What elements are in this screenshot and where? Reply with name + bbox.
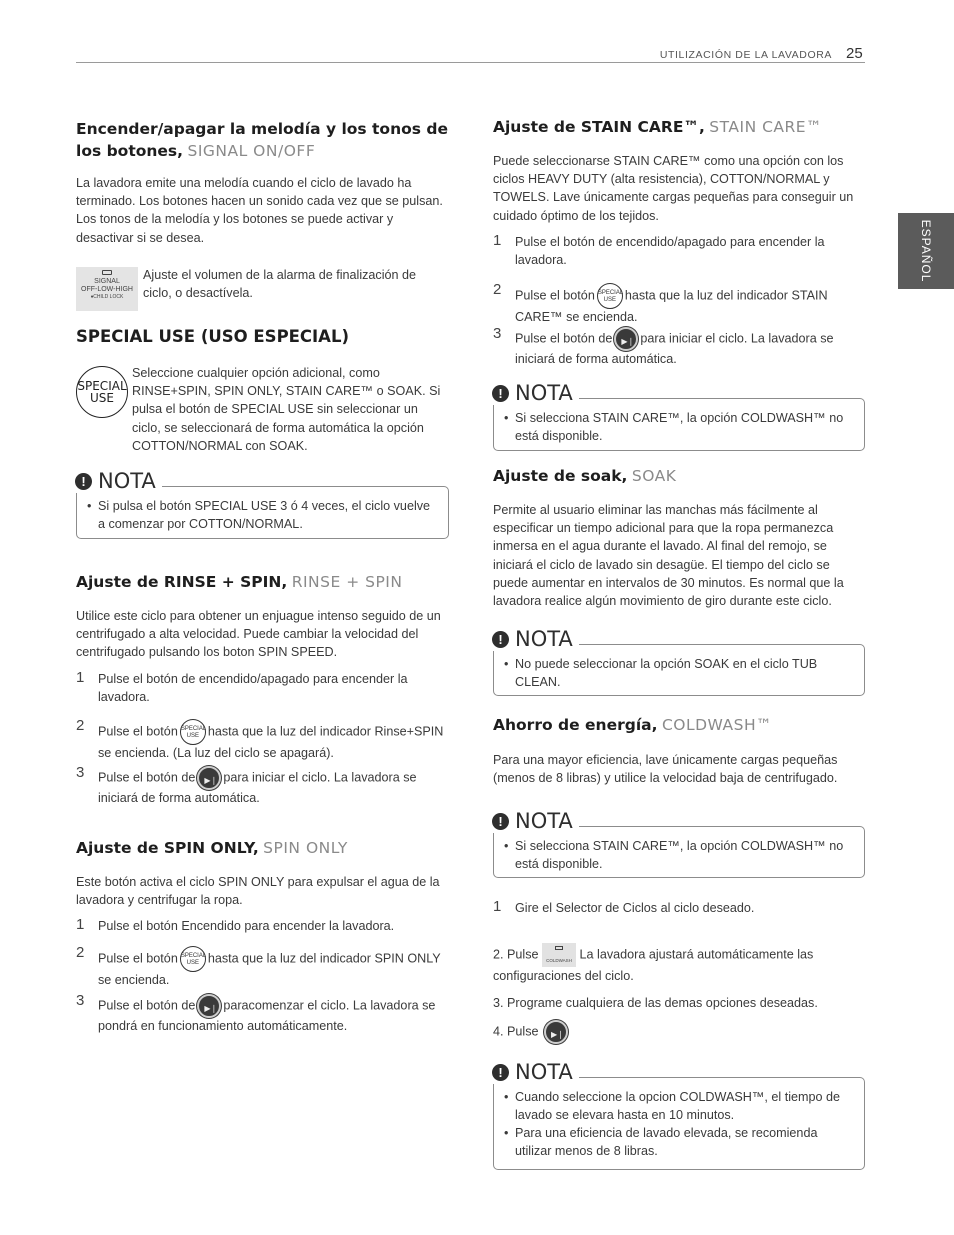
step-number: 1: [493, 898, 502, 915]
note-item: • Si pulsa el botón SPECIAL USE 3 ó 4 veces, el ciclo vuelve a comenzar por COTTON/NORMAL.: [87, 497, 434, 533]
spin-step-2: [76, 946, 448, 990]
step-text-cont: hasta que la luz del indicador SPIN ONLY se encienda.: [98, 951, 441, 987]
signal-button-image: [76, 267, 138, 311]
step-text: Gire el Selector de Ciclos al ciclo deseado.: [515, 901, 755, 915]
spin-step-1: [76, 918, 448, 936]
stain-care-title: [493, 116, 822, 138]
step-number: 1: [76, 916, 85, 933]
note-heading: [490, 381, 579, 405]
note-heading: [490, 627, 579, 651]
note-item: • No puede seleccionar la opción SOAK en el ciclo TUB CLEAN.: [504, 655, 850, 691]
stain-care-title-accent: STAIN CARE™: [709, 118, 823, 136]
note-item: • Para una eficiencia de lavado elevada, se recomienda utilizar menos de 8 libras.: [504, 1124, 850, 1160]
step-text-cont: hasta que la luz del indicador Rinse+SPIN se encienda. (La luz del ciclo se apagará).: [98, 724, 444, 760]
soak-title: [493, 465, 676, 487]
step-text: Pulse el botón: [98, 951, 178, 966]
step-text: Pulse el botón de: [98, 998, 196, 1013]
step-text: 4. Pulse: [493, 1024, 539, 1039]
spin-only-title: [76, 837, 348, 859]
coldwash-button-icon: [542, 943, 576, 967]
exclamation-icon: !: [492, 385, 509, 402]
note-item: • Cuando seleccione la opcion COLDWASH™, el tiempo de lavado se elevara hasta en 10 minutos.: [504, 1088, 850, 1124]
step-text-cont: hasta que la luz del indicador STAIN CARE™ se encienda.: [515, 288, 828, 324]
melody-title-accent: SIGNAL ON/OFF: [187, 142, 316, 160]
melody-title: [76, 118, 456, 162]
coldwash-step-1: [493, 900, 865, 918]
step-number: 2: [76, 717, 85, 734]
stain-step-2: [493, 283, 865, 327]
start-pause-icon: [197, 766, 221, 790]
start-pause-icon: [544, 1020, 568, 1044]
step-text: Pulse el botón: [515, 288, 595, 303]
note-heading: [490, 1060, 579, 1084]
coldwash-step-2: [493, 943, 865, 985]
header-divider: [76, 62, 865, 63]
signal-button-dash-icon: [102, 270, 112, 275]
note-title: NOTA: [515, 809, 573, 833]
note-title: NOTA: [515, 1060, 573, 1084]
step-text: Pulse el botón de: [515, 331, 613, 346]
special-use-note: [76, 469, 449, 539]
note-heading: [490, 809, 579, 833]
language-tab: [898, 213, 954, 289]
signal-button-tiny: ♦CHILD LOCK: [90, 294, 124, 300]
rinse-spin-title-accent: RINSE + SPIN: [291, 573, 403, 591]
signal-button-label: SIGNAL: [94, 278, 120, 285]
rinse-spin-title-main: Ajuste de RINSE + SPIN,: [76, 573, 288, 591]
coldwash-button-label: COLDWASH: [546, 958, 572, 963]
exclamation-icon: !: [492, 1064, 509, 1081]
rinse-step-1: [76, 671, 448, 706]
step-text-cont: para iniciar el ciclo. La lavadora se iniciará de forma automática.: [98, 770, 417, 805]
step-text-cont: para iniciar el ciclo. La lavadora se iniciará de forma automática.: [515, 331, 834, 366]
note-title: NOTA: [515, 627, 573, 651]
step-number: 1: [493, 232, 502, 249]
rinse-spin-body: Utilice este ciclo para obtener un enjuague intenso seguido de un centrifugado a alta velocidad. Puede cambiar la velocidad del centrifugado pulsando los boton SPIN SPEED.: [76, 609, 441, 660]
coldwash-body: Para una mayor eficiencia, lave únicamente cargas pequeñas (menos de 8 libras) y utilice la velocidad baja de centrifugado.: [493, 753, 838, 786]
stain-care-title-main: Ajuste de STAIN CARE™,: [493, 118, 705, 136]
exclamation-icon: !: [75, 473, 92, 490]
soak-title-main: Ajuste de soak,: [493, 467, 628, 485]
stain-step-1: [493, 234, 865, 269]
start-pause-icon: [197, 994, 221, 1018]
signal-button-sub: OFF-LOW-HIGH: [81, 286, 133, 293]
coldwash-note: [493, 809, 865, 878]
rinse-step-3: [76, 766, 448, 808]
note-item: • Si selecciona STAIN CARE™, la opción COLDWASH™ no está disponible.: [504, 837, 850, 873]
stain-care-body: Puede seleccionarse STAIN CARE™ como una opción con los ciclos HEAVY DUTY (alta resistencia), COTTON/NORMAL y TOWELS. Lave únicamente cargas pequeñas para conseguir un cuidado óptimo de los tejidos.: [493, 154, 854, 223]
step-text-cont: paracomenzar el ciclo. La lavadora se pondrá en funcionamiento automáticamente.: [98, 998, 436, 1033]
spin-only-body: Este botón activa el ciclo SPIN ONLY para expulsar el agua de la lavadora y centrifugar la ropa.: [76, 875, 440, 908]
coldwash-title-accent: COLDWASH™: [661, 716, 773, 734]
exclamation-icon: !: [492, 813, 509, 830]
coldwash-step-4: [493, 1020, 865, 1044]
special-use-icon-line2: USE: [90, 391, 114, 405]
spin-only-title-main: Ajuste de SPIN ONLY,: [76, 839, 259, 857]
special-use-small-icon: SPECIAL USE: [180, 946, 206, 972]
special-use-icon-line1: SPECIAL: [77, 379, 127, 393]
step-text: Pulse el botón de encendido/apagado para encender la lavadora.: [515, 235, 825, 267]
coldwash-step-3: 3. Programe cualquiera de las demas opciones deseadas.: [493, 996, 818, 1010]
exclamation-icon: !: [492, 631, 509, 648]
special-use-title: SPECIAL USE (USO ESPECIAL): [76, 327, 350, 346]
rinse-spin-title: [76, 571, 402, 593]
melody-title-main: Encender/apagar la melodía y los tonos de los botones,: [76, 120, 448, 160]
page-number: 25: [846, 45, 863, 62]
step-text: Pulse el botón de encendido/apagado para encender la lavadora.: [98, 672, 408, 704]
coldwash-title-main: Ahorro de energía,: [493, 716, 658, 734]
step-text-cont: La lavadora ajustará automáticamente las configuraciones del ciclo.: [493, 947, 814, 983]
start-pause-icon: [614, 327, 638, 351]
note-title: NOTA: [98, 469, 156, 493]
coldwash-note-2: [493, 1060, 865, 1170]
step-text: Pulse el botón: [98, 724, 178, 739]
soak-title-accent: SOAK: [631, 467, 677, 485]
signal-button-text: Ajuste el volumen de la alarma de finalización de ciclo, o desactívela.: [143, 268, 417, 301]
header-section-label: UTILIZACIÓN DE LA LAVADORA: [659, 49, 832, 61]
step-number: 3: [76, 764, 85, 781]
step-text: Pulse el botón Encendido para encender la lavadora.: [98, 919, 395, 933]
spin-only-title-accent: SPIN ONLY: [263, 839, 348, 857]
special-use-icon: [76, 366, 128, 418]
special-use-body: Seleccione cualquier opción adicional, como RINSE+SPIN, SPIN ONLY, STAIN CARE™ o SOAK. Si pulsa el botón de SPECIAL USE sin seleccionar un ciclo, se seleccionará de forma automática la opción COTTON/NORMAL con SOAK.: [132, 366, 441, 453]
step-text: Pulse el botón de: [98, 770, 196, 785]
rinse-step-2: [76, 719, 448, 763]
spin-step-3: [76, 994, 448, 1036]
note-heading: [73, 469, 162, 493]
step-text: 2. Pulse: [493, 947, 539, 962]
special-use-small-icon: SPECIAL USE: [180, 719, 206, 745]
language-tab-label: ESPAÑOL: [919, 219, 933, 283]
step-number: 3: [76, 992, 85, 1009]
soak-body: Permite al usuario eliminar las manchas más fácilmente al especificar un tiempo adicional para que la ropa permanezca inmersa en el agua durante el lavado. Al final del remojo, se iniciará el ciclo de lavado sin desagüe. El tiempo del ciclo se puede aumentar en intervalos de 30 minutos. Es normal que la lavadora realice algún movimiento de giro durante este ciclo.: [493, 503, 844, 609]
step-number: 1: [76, 669, 85, 686]
step-number: 2: [76, 944, 85, 961]
coldwash-title: [493, 714, 772, 736]
stain-care-note: [493, 381, 865, 451]
melody-body: La lavadora emite una melodía cuando el ciclo de lavado ha terminado. Los botones hacen un sonido cada vez que se pulsan. Los tonos de la melodía y los botones se puede activar y desactivar si se desea.: [76, 176, 443, 245]
special-use-small-icon: SPECIAL USE: [597, 283, 623, 309]
coldwash-button-dash-icon: [555, 946, 563, 950]
note-item: • Si selecciona STAIN CARE™, la opción COLDWASH™ no está disponible.: [504, 409, 850, 445]
soak-note: [493, 627, 865, 696]
stain-step-3: [493, 327, 865, 369]
note-title: NOTA: [515, 381, 573, 405]
step-number: 2: [493, 281, 502, 298]
step-number: 3: [493, 325, 502, 342]
